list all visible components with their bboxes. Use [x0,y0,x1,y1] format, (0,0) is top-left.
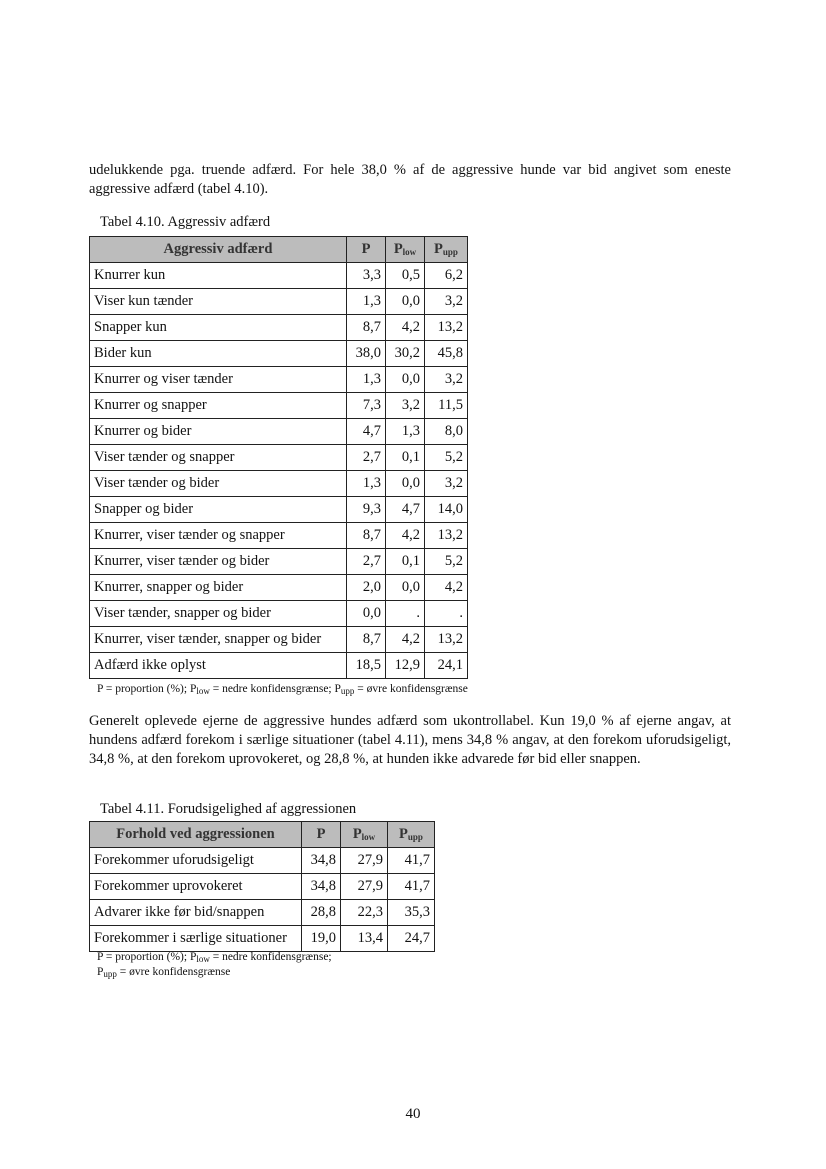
row-label: Knurrer, viser tænder og snapper [90,523,347,549]
cell-p-upp: 3,2 [425,367,468,393]
cell-p: 4,7 [347,419,386,445]
cell-p-low: 4,2 [386,627,425,653]
column-header-behavior: Aggressiv adfærd [90,237,347,263]
table-row [90,549,468,575]
column-header-p: P [347,237,386,263]
table-row [90,497,468,523]
table-row [90,315,468,341]
cell-p-upp: 14,0 [425,497,468,523]
column-header-p: P [302,822,341,848]
row-label: Forekommer uprovokeret [90,874,302,900]
table-row [90,900,435,926]
cell-p-low: 13,4 [341,926,388,952]
cell-p-low: . [386,601,425,627]
cell-p-low: 3,2 [386,393,425,419]
cell-p: 28,8 [302,900,341,926]
cell-p-low: 0,1 [386,445,425,471]
table-row [90,627,468,653]
cell-p-upp: 41,7 [388,848,435,874]
column-header-p-low: $P_{low}$ [341,822,388,848]
table-aggressive-behavior [89,236,468,679]
column-header-p-upp: $P_{upp}$ [388,822,435,848]
intro-paragraph: udelukkende pga. truende adfærd. For hele 38,0 % af de aggressive hunde var bid angivet som eneste aggressive adfærd (tabel 4.10). [89,162,731,197]
row-label: Viser tænder og snapper [90,445,347,471]
cell-p-upp: 41,7 [388,874,435,900]
row-label: Knurrer kun [90,263,347,289]
cell-p-upp: 6,2 [425,263,468,289]
cell-p: 2,7 [347,445,386,471]
table-row [90,263,468,289]
table-row [90,575,468,601]
cell-p: 38,0 [347,341,386,367]
row-label: Knurrer, snapper og bider [90,575,347,601]
row-label: Bider kun [90,341,347,367]
cell-p-upp: 13,2 [425,627,468,653]
cell-p: 1,3 [347,289,386,315]
cell-p: 8,7 [347,523,386,549]
cell-p: 1,3 [347,471,386,497]
table-row [90,601,468,627]
table-row [90,393,468,419]
row-label: Forekommer uforudsigeligt [90,848,302,874]
cell-p-upp: 35,3 [388,900,435,926]
row-label: Adfærd ikke oplyst [90,653,347,679]
table-row [90,848,435,874]
cell-p: 3,3 [347,263,386,289]
cell-p-low: 27,9 [341,848,388,874]
cell-p: 34,8 [302,848,341,874]
cell-p: 1,3 [347,367,386,393]
cell-p: 18,5 [347,653,386,679]
cell-p: 7,3 [347,393,386,419]
row-label: Viser kun tænder [90,289,347,315]
cell-p-upp: 5,2 [425,445,468,471]
cell-p-low: 4,2 [386,523,425,549]
cell-p-low: 1,3 [386,419,425,445]
column-header-p-upp: $P_{upp}$ [425,237,468,263]
page-number: 40 [405,1106,421,1122]
cell-p-low: 0,0 [386,289,425,315]
cell-p-upp: 8,0 [425,419,468,445]
cell-p-upp: 5,2 [425,549,468,575]
cell-p-low: 0,5 [386,263,425,289]
cell-p-upp: 13,2 [425,523,468,549]
cell-p-upp: 24,1 [425,653,468,679]
table-4-11-caption: Tabel 4.11. Forudsigelighed af aggressionen [100,801,357,817]
cell-p: 19,0 [302,926,341,952]
row-label: Viser tænder, snapper og bider [90,601,347,627]
cell-p-low: 0,0 [386,575,425,601]
column-header-p-low: $P_{low}$ [386,237,425,263]
table-row [90,523,468,549]
row-label: Snapper kun [90,315,347,341]
table-header-row [90,237,468,263]
cell-p-low: 4,2 [386,315,425,341]
cell-p: 34,8 [302,874,341,900]
cell-p-low: 4,7 [386,497,425,523]
table-row [90,367,468,393]
table-row [90,419,468,445]
row-label: Knurrer og snapper [90,393,347,419]
cell-p-low: 0,1 [386,549,425,575]
cell-p-low: 27,9 [341,874,388,900]
cell-p: 2,0 [347,575,386,601]
cell-p-upp: 3,2 [425,471,468,497]
table-header-row [90,822,435,848]
table-predictability [89,821,435,952]
row-label: Viser tænder og bider [90,471,347,497]
cell-p: 8,7 [347,627,386,653]
table-body [90,848,435,952]
table-row [90,926,435,952]
cell-p-upp: 13,2 [425,315,468,341]
table-row [90,874,435,900]
cell-p-low: 0,0 [386,367,425,393]
summary-paragraph: Generelt oplevede ejerne de aggressive hundes adfærd som ukontrollabel. Kun 19,0 % af ejerne angav, at hundens adfærd forekom i særlige situationer (tabel 4.11), mens 34,8 % angav, at den forekom uforudsigeligt, 34,8 %, at den forekom uprovokeret, og 28,8 %, at hunden ikke advarede før bid eller snappen. [89,713,731,767]
cell-p-low: 0,0 [386,471,425,497]
cell-p-low: 22,3 [341,900,388,926]
cell-p-upp: 4,2 [425,575,468,601]
table-4-10-footnote: P = proportion (%); $P_{low}$ = nedre konfidensgrænse; $P_{upp}$ = øvre konfidensgrænse [97,683,468,696]
cell-p-low: 30,2 [386,341,425,367]
cell-p-low: 12,9 [386,653,425,679]
cell-p: 0,0 [347,601,386,627]
cell-p-upp: . [425,601,468,627]
cell-p-upp: 24,7 [388,926,435,952]
table-row [90,653,468,679]
table-4-10-caption: Tabel 4.10. Aggressiv adfærd [100,214,271,230]
row-label: Knurrer, viser tænder, snapper og bider [90,627,347,653]
row-label: Knurrer, viser tænder og bider [90,549,347,575]
table-row [90,341,468,367]
row-label: Knurrer og bider [90,419,347,445]
cell-p-upp: 3,2 [425,289,468,315]
cell-p-upp: 45,8 [425,341,468,367]
cell-p: 2,7 [347,549,386,575]
cell-p: 8,7 [347,315,386,341]
table-row [90,289,468,315]
column-header-circumstance: Forhold ved aggressionen [90,822,302,848]
row-label: Advarer ikke før bid/snappen [90,900,302,926]
table-4-11-footnote: P = proportion (%); $P_{low}$ = nedre konfidensgrænse; $P_{upp}$ = øvre konfidensgrænse [97,951,332,979]
cell-p-upp: 11,5 [425,393,468,419]
row-label: Knurrer og viser tænder [90,367,347,393]
table-body [90,263,468,679]
cell-p: 9,3 [347,497,386,523]
row-label: Forekommer i særlige situationer [90,926,302,952]
row-label: Snapper og bider [90,497,347,523]
table-row [90,445,468,471]
table-row [90,471,468,497]
